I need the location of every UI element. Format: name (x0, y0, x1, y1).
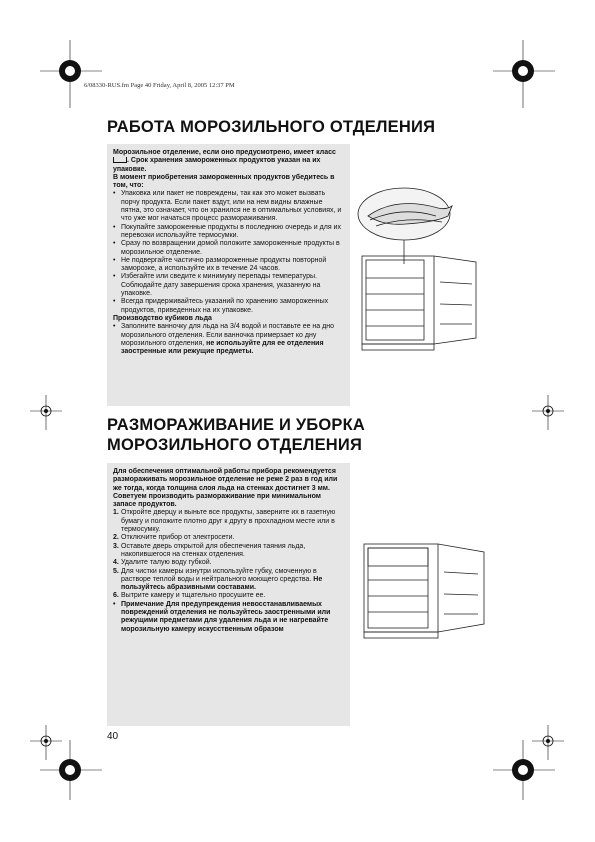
ice-heading: Производство кубиков льда (113, 314, 212, 322)
list-item: • Всегда придерживайтесь указаний по хранению замороженных продуктов, приведенных на их упаковке. (113, 298, 344, 315)
ice-text: Заполните ванночку для льда на 3/4 водой и поставьте ее на дно морозильного отделения. Если ванночка примерзает ко дну морозильного отделения, (121, 323, 334, 347)
freezer-class-intro: Морозильное отделение, если оно предусмотрено, имеет класс (113, 149, 336, 156)
fridge-with-frozen-fish-illustration (356, 186, 486, 358)
list-item: 3. Оставьте дверь открытой для обеспечения таяния льда, накопившегося на стенках отделения. (113, 542, 306, 558)
purchase-heading: В момент приобретения замороженных продуктов убедитесь в том, что: (113, 173, 335, 190)
section2-panel (107, 463, 350, 726)
star-class-icon (113, 157, 127, 163)
list-item: 1. Откройте дверцу и выньте все продукты, заверните их в газетную бумагу и положите плотно друг к другу в прохладном месте или в термосумку. (113, 509, 336, 534)
open-fridge-illustration (360, 540, 490, 640)
page-number: 40 (107, 731, 119, 742)
list-item: • Избегайте или сведите к минимуму перепады температуры. Соблюдайте дату завершения срока хранения, указанную на упаковке. (113, 273, 344, 298)
list-item: • Не подвергайте частично размороженные продукты повторной заморозке, а используйте их в течение 24 часов. (113, 257, 344, 274)
list-item: • Сразу по возвращении домой положите замороженные продукты в морозильное отделение. (113, 240, 344, 257)
defrost-intro: Для обеспечения оптимальной работы прибора рекомендуется размораживать морозильное отделение не реже 2 раз в год или же тогда, когда толщина слоя льда на стенках достигнет 3 мм. Советуем производить размораживание при минимальном запасе продуктов. (113, 468, 338, 509)
list-item: 5. Для чистки камеры изнутри используйте губку, смоченную в растворе теплой воды и нейтрального моющего средства. Не пользуйтесь абразивными составами. (113, 567, 323, 592)
section1-title: РАБОТА МОРОЗИЛЬНОГО ОТДЕЛЕНИЯ (107, 118, 436, 136)
section2-title-line1: РАЗМОРАЖИВАНИЕ И УБОРКА (107, 416, 365, 434)
list-item: 2. Отключите прибор от электросети. (113, 534, 235, 542)
list-item: 4. Удалите талую воду губкой. (113, 559, 212, 567)
ice-warning: не используйте для ее отделения заостренные или режущие предметы. (121, 339, 324, 356)
section2-title-line2: МОРОЗИЛЬНОГО ОТДЕЛЕНИЯ (107, 436, 363, 454)
defrost-note: • Примечание Для предупреждения невосстанавливаемых повреждений отделения не пользуйтесь заостренными или режущими предметами для удаления льда и не нагревайте морозильную камеру искусственным образом (113, 601, 344, 634)
storage-note: . Срок хранения замороженных продуктов указан на их упаковке. (113, 157, 321, 173)
list-item: 6. Вытрите камеру и тщательно просушите ее. (113, 592, 266, 600)
list-item (113, 323, 344, 356)
section1-panel (107, 144, 350, 406)
file-info-header: 6/08330-RUS.fm Page 40 Friday, April 8, 2005 12:37 PM (84, 82, 235, 89)
list-item: • Упаковка или пакет не повреждены, так как это может вызвать порчу продукта. Если пакет вздут, или на нем видны влажные пятна, это означает, что он хранился не в оптимальных условиях, и что уже мог начаться процесс размораживания. (113, 190, 344, 223)
list-item: • Покупайте замороженные продукты в последнюю очередь и для их перевозки используйте термосумки. (113, 224, 344, 241)
